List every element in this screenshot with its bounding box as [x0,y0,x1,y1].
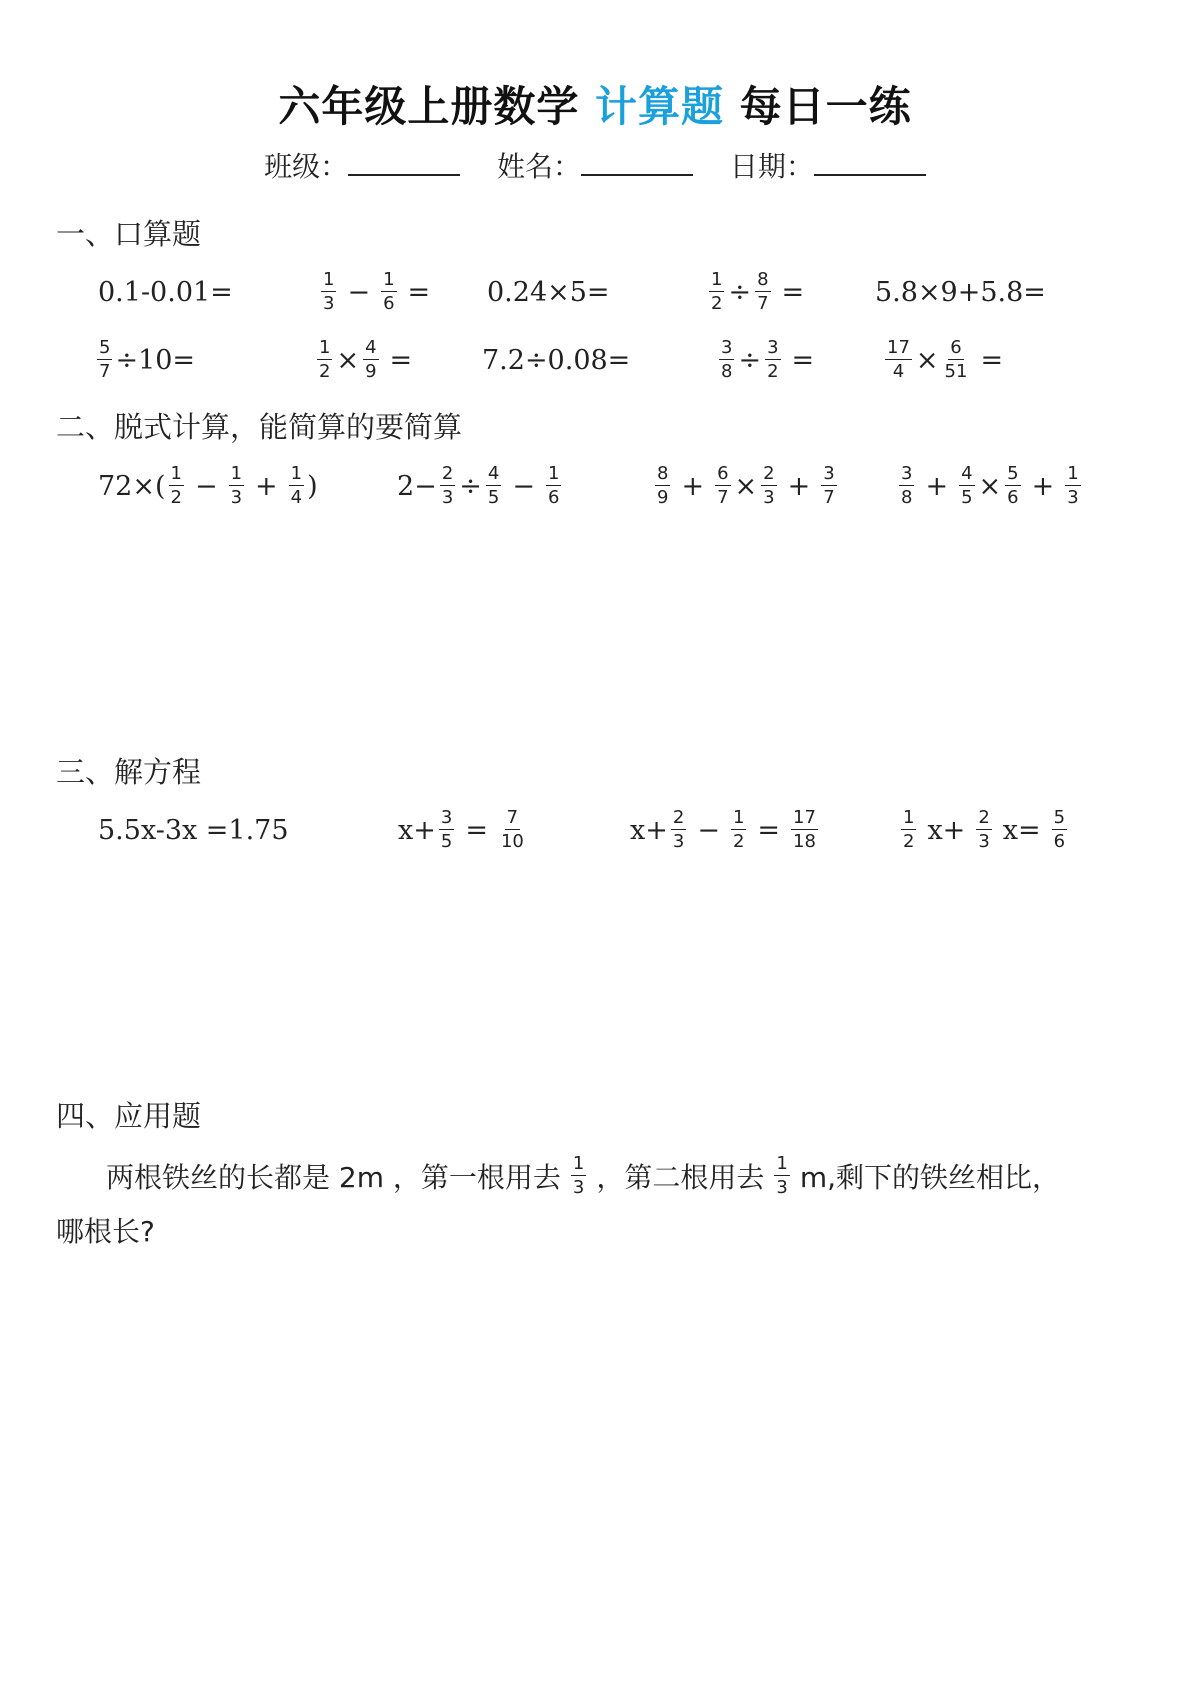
denominator: 2 [767,361,779,382]
denominator: 7 [717,487,729,508]
numerator: 5 [1053,807,1066,828]
class-blank[interactable] [348,150,460,176]
fraction [761,465,776,507]
oral-problem-6 [94,330,195,390]
numerator: 1 [732,807,745,828]
denominator: 5 [961,487,973,508]
stepwise-problem-3 [652,456,840,516]
denominator: 3 [323,293,335,314]
fraction [959,465,974,507]
denominator: 5 [487,487,500,508]
operator: × [978,470,1002,502]
denominator: 5 [440,831,453,852]
fraction [765,339,780,381]
operator: ÷ [728,276,752,308]
numerator: 2 [672,807,685,828]
fraction [719,339,734,381]
numerator: 17 [793,807,816,828]
equals: = [465,814,488,846]
expr: x+ [927,814,966,846]
numerator: 8 [657,463,669,484]
denominator: 8 [901,487,913,508]
denominator: 18 [793,831,816,852]
fraction [440,465,455,507]
numerator: 5 [1007,463,1019,484]
operator: ÷ [459,470,482,502]
equation-4 [898,800,1070,860]
numerator: 3 [767,337,779,358]
denominator: 4 [892,361,905,382]
fraction [655,465,670,507]
denominator: 7 [757,293,769,314]
fraction [97,339,112,381]
oral-row-2 [0,330,1190,390]
fraction [363,339,378,381]
numerator: 1 [319,337,331,358]
fraction [321,271,336,313]
numerator: 1 [290,463,303,484]
numerator: 1 [711,269,723,290]
denominator: 2 [903,831,915,852]
denominator: 7 [823,487,835,508]
oral-problem-9 [716,330,822,390]
fraction [1052,809,1067,851]
numerator: 1 [903,807,915,828]
expr: ) [307,470,318,502]
numerator: 1 [547,463,560,484]
oral-row-1 [0,262,1190,322]
numerator: 2 [441,463,454,484]
numerator: 2 [763,463,775,484]
class-field [264,145,460,185]
denominator: 9 [657,487,669,508]
numerator: 3 [901,463,913,484]
oral-problem-1 [98,262,233,322]
denominator: 3 [1067,487,1079,508]
denominator: 3 [776,1177,788,1198]
fraction [486,465,501,507]
denominator: 2 [170,487,182,508]
numerator: 3 [823,463,835,484]
expr: x+ [630,814,668,846]
name-blank[interactable] [581,150,693,176]
fraction [571,1155,586,1197]
numerator: 1 [230,463,243,484]
denominator: 6 [1007,487,1019,508]
word-problem-text: m,剩下的铁丝相比， [799,1161,1061,1194]
page-title [0,74,1190,134]
operator: × [734,470,758,502]
stepwise-problem-1 [98,456,318,516]
operator: − [194,470,218,502]
oral-problem-8 [482,330,630,390]
equals: = [757,814,781,846]
fraction [885,339,912,381]
denominator: 3 [978,831,990,852]
equations-row [0,800,1190,860]
fraction [899,465,914,507]
operator: − [347,276,371,308]
title-prefix: 六年级上册数学 [278,82,580,131]
denominator: 6 [383,293,395,314]
fraction [821,465,836,507]
section-oral-heading: 一、口算题 [56,217,202,251]
operator: + [787,470,811,502]
equals: = [781,276,805,308]
numerator: 8 [757,269,769,290]
name-label: 姓名： [496,150,581,183]
title-suffix: 每日一练 [739,82,912,131]
denominator: 6 [547,487,560,508]
oral-problem-5 [875,262,1046,322]
denominator: 6 [1053,831,1066,852]
numerator: 6 [717,463,729,484]
fraction [439,809,454,851]
numerator: 1 [170,463,182,484]
class-label: 班级： [264,150,349,183]
section-stepwise-heading: 二、脱式计算，能简算的要简算 [56,410,463,444]
fraction [943,339,970,381]
fraction [731,809,746,851]
fraction [546,465,561,507]
word-problem-line-2: 哪根长? [56,1215,155,1248]
operator: − [697,814,720,846]
fraction [289,465,304,507]
oral-problem-2 [318,262,438,322]
date-label: 日期： [729,150,814,183]
stepwise-row [0,456,1190,516]
section-equations-heading: 三、解方程 [56,755,202,789]
title-highlight: 计算题 [594,82,724,131]
denominator: 9 [365,361,377,382]
numerator: 1 [383,269,395,290]
expr: 2− [397,470,437,502]
numerator: 1 [323,269,335,290]
numerator: 4 [365,337,377,358]
fraction [499,809,526,851]
date-field [730,145,926,185]
section-word-problem-heading: 四、应用题 [56,1099,202,1133]
expr: 5.8×9+5.8= [875,276,1046,308]
expr: 7.2÷0.08= [482,344,631,376]
stepwise-problem-2 [397,456,564,516]
numerator: 17 [887,337,910,358]
numerator: 1 [776,1153,788,1174]
equation-1 [98,800,289,860]
fraction [976,809,991,851]
operator: + [681,470,705,502]
expr: 72×( [98,470,166,502]
operator: + [925,470,949,502]
denominator: 51 [944,361,968,382]
fraction [381,271,396,313]
date-blank[interactable] [814,150,926,176]
denominator: 4 [290,487,303,508]
denominator: 8 [721,361,733,382]
fraction [229,465,244,507]
operator: × [915,344,939,376]
oral-problem-4 [706,262,812,322]
numerator: 3 [440,807,453,828]
operator: ÷ [738,344,762,376]
fraction [774,1155,789,1197]
expr: 0.24×5= [487,276,610,308]
numerator: 2 [978,807,990,828]
equals: = [389,344,413,376]
fraction [791,809,818,851]
denominator: 2 [711,293,723,314]
oral-problem-10 [882,330,1011,390]
numerator: 5 [99,337,111,358]
numerator: 3 [721,337,733,358]
expr: 0.1-0.01= [98,276,233,308]
fraction [317,339,332,381]
denominator: 3 [763,487,775,508]
name-field [497,145,693,185]
oral-problem-3 [487,262,610,322]
numerator: 1 [1067,463,1079,484]
fraction [755,271,770,313]
equation-2 [398,800,529,860]
equation-3 [630,800,821,860]
fraction [169,465,184,507]
denominator: 3 [572,1177,585,1198]
fraction [1065,465,1080,507]
operator: + [255,470,278,502]
expr: x+ [398,814,436,846]
operator: × [336,344,360,376]
denominator: 10 [500,831,524,852]
stepwise-problem-4 [896,456,1084,516]
oral-problem-7 [314,330,420,390]
fraction [901,809,916,851]
student-info [0,145,1190,185]
fraction [1005,465,1020,507]
numerator: 4 [487,463,500,484]
fraction [709,271,724,313]
denominator: 7 [99,361,111,382]
word-problem-text: 两根铁丝的长都是 2m ，第一根用去 [106,1161,561,1194]
operator: + [1031,470,1055,502]
denominator: 2 [319,361,331,382]
numerator: 1 [572,1153,585,1174]
denominator: 2 [732,831,745,852]
numerator: 7 [506,807,519,828]
operator: − [512,470,535,502]
equals: = [407,276,431,308]
expr: ÷10= [115,344,196,376]
denominator: 3 [672,831,685,852]
fraction [671,809,686,851]
numerator: 6 [950,337,962,358]
fraction [715,465,730,507]
word-problem-line-1 [106,1146,1060,1206]
numerator: 4 [961,463,973,484]
expr: x= [1002,814,1041,846]
expr: 5.5x-3x =1.75 [98,814,289,846]
denominator: 3 [230,487,243,508]
equals: = [980,344,1004,376]
denominator: 3 [441,487,454,508]
word-problem-text: ，第二根用去 [596,1161,765,1194]
equals: = [791,344,815,376]
